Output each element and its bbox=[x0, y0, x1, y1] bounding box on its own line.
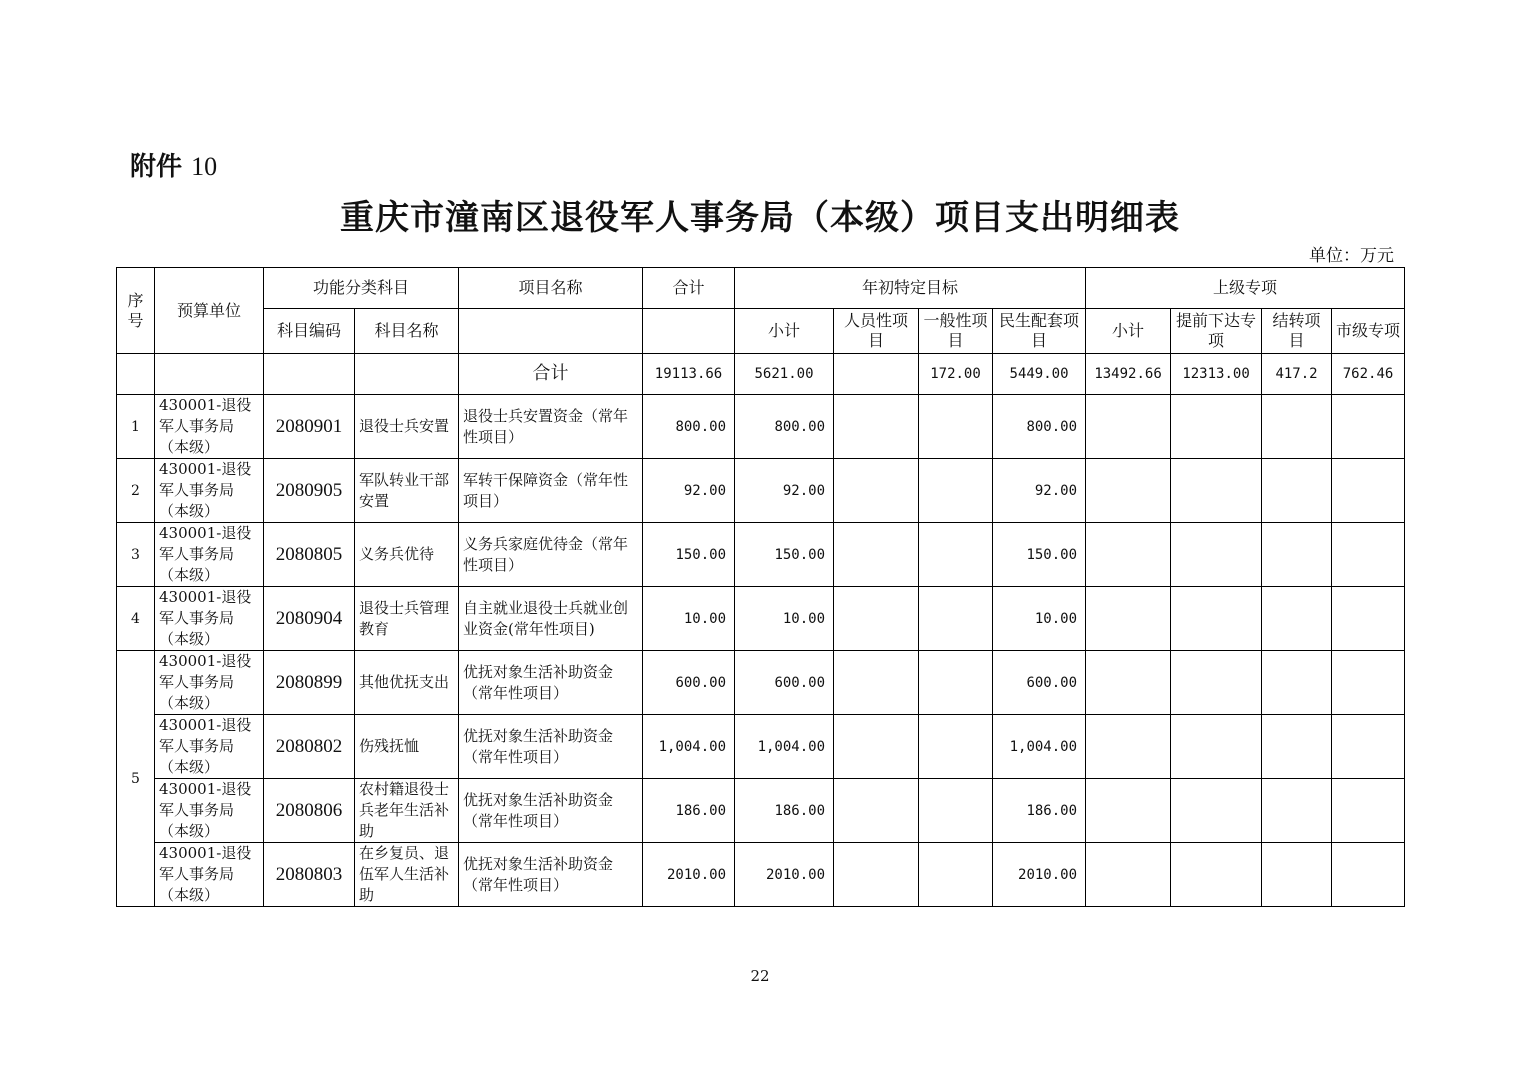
header-func: 功能分类科目 bbox=[264, 268, 459, 309]
cell-project: 优抚对象生活补助资金（常年性项目） bbox=[459, 779, 643, 843]
totals-total: 19113.66 bbox=[643, 354, 735, 395]
cell-project: 优抚对象生活补助资金（常年性项目） bbox=[459, 651, 643, 715]
table-row bbox=[117, 587, 1405, 651]
cell-unit: 430001-退役军人事务局（本级） bbox=[155, 523, 264, 587]
header-unit: 预算单位 bbox=[155, 268, 264, 354]
cell-annual-subtotal: 800.00 bbox=[735, 395, 834, 459]
cell-code: 2080899 bbox=[264, 651, 355, 715]
header-empty bbox=[459, 309, 643, 354]
page-title: 重庆市潼南区退役军人事务局（本级）项目支出明细表 bbox=[340, 198, 1180, 238]
attachment-label bbox=[130, 146, 217, 183]
cell-code: 2080806 bbox=[264, 779, 355, 843]
cell-personnel bbox=[834, 587, 919, 651]
cell-code: 2080905 bbox=[264, 459, 355, 523]
cell-general bbox=[919, 395, 993, 459]
cell-carryover bbox=[1262, 651, 1332, 715]
header-annual: 年初特定目标 bbox=[735, 268, 1086, 309]
cell-municipal bbox=[1332, 715, 1405, 779]
cell-unit: 430001-退役军人事务局（本级） bbox=[155, 651, 264, 715]
header-personnel: 人员性项目 bbox=[834, 309, 919, 354]
cell-personnel bbox=[834, 459, 919, 523]
cell-project: 退役士兵安置资金（常年性项目） bbox=[459, 395, 643, 459]
cell-annual-subtotal: 186.00 bbox=[735, 779, 834, 843]
cell-unit: 430001-退役军人事务局（本级） bbox=[155, 587, 264, 651]
cell-project: 军转干保障资金（常年性项目） bbox=[459, 459, 643, 523]
cell-municipal bbox=[1332, 523, 1405, 587]
cell-annual-subtotal: 92.00 bbox=[735, 459, 834, 523]
header-general: 一般性项目 bbox=[919, 309, 993, 354]
page-number: 22 bbox=[750, 967, 770, 985]
cell-unit: 430001-退役军人事务局（本级） bbox=[155, 843, 264, 907]
header-seq: 序号 bbox=[117, 268, 155, 354]
cell-subject: 军队转业干部安置 bbox=[355, 459, 459, 523]
totals-livelihood: 5449.00 bbox=[993, 354, 1086, 395]
cell-livelihood: 600.00 bbox=[993, 651, 1086, 715]
cell-municipal bbox=[1332, 395, 1405, 459]
cell-annual-subtotal: 1,004.00 bbox=[735, 715, 834, 779]
cell-carryover bbox=[1262, 523, 1332, 587]
cell-total: 600.00 bbox=[643, 651, 735, 715]
cell-total: 800.00 bbox=[643, 395, 735, 459]
totals-annual-subtotal: 5621.00 bbox=[735, 354, 834, 395]
cell-carryover bbox=[1262, 779, 1332, 843]
cell-sup-subtotal bbox=[1086, 523, 1171, 587]
cell-advance bbox=[1171, 523, 1262, 587]
cell-seq: 3 bbox=[117, 523, 155, 587]
cell-advance bbox=[1171, 843, 1262, 907]
cell-sup-subtotal bbox=[1086, 715, 1171, 779]
header-empty bbox=[643, 309, 735, 354]
cell-municipal bbox=[1332, 651, 1405, 715]
cell-livelihood: 92.00 bbox=[993, 459, 1086, 523]
expense-table bbox=[116, 267, 1405, 907]
cell-carryover bbox=[1262, 459, 1332, 523]
cell-personnel bbox=[834, 843, 919, 907]
cell-advance bbox=[1171, 587, 1262, 651]
cell-sup-subtotal bbox=[1086, 459, 1171, 523]
cell-municipal bbox=[1332, 587, 1405, 651]
cell-subject: 伤残抚恤 bbox=[355, 715, 459, 779]
cell-seq: 5 bbox=[117, 651, 155, 907]
cell-livelihood: 1,004.00 bbox=[993, 715, 1086, 779]
header-code: 科目编码 bbox=[264, 309, 355, 354]
cell-project: 义务兵家庭优待金（常年性项目） bbox=[459, 523, 643, 587]
cell-total: 186.00 bbox=[643, 779, 735, 843]
header-project: 项目名称 bbox=[459, 268, 643, 309]
totals-advance: 12313.00 bbox=[1171, 354, 1262, 395]
cell-carryover bbox=[1262, 395, 1332, 459]
cell-advance bbox=[1171, 779, 1262, 843]
cell-unit: 430001-退役军人事务局（本级） bbox=[155, 715, 264, 779]
totals-general: 172.00 bbox=[919, 354, 993, 395]
cell-subject: 农村籍退役士兵老年生活补助 bbox=[355, 779, 459, 843]
cell-personnel bbox=[834, 395, 919, 459]
cell-annual-subtotal: 600.00 bbox=[735, 651, 834, 715]
totals-municipal: 762.46 bbox=[1332, 354, 1405, 395]
totals-row bbox=[117, 354, 1405, 395]
header-superior: 上级专项 bbox=[1086, 268, 1405, 309]
header-subject: 科目名称 bbox=[355, 309, 459, 354]
cell-personnel bbox=[834, 779, 919, 843]
cell-sup-subtotal bbox=[1086, 651, 1171, 715]
cell-livelihood: 10.00 bbox=[993, 587, 1086, 651]
header-municipal: 市级专项 bbox=[1332, 309, 1405, 354]
cell-general bbox=[919, 651, 993, 715]
cell-carryover bbox=[1262, 843, 1332, 907]
cell-livelihood: 150.00 bbox=[993, 523, 1086, 587]
cell-annual-subtotal: 10.00 bbox=[735, 587, 834, 651]
cell-project: 优抚对象生活补助资金（常年性项目） bbox=[459, 843, 643, 907]
header-carryover: 结转项目 bbox=[1262, 309, 1332, 354]
totals-sup-subtotal: 13492.66 bbox=[1086, 354, 1171, 395]
cell-municipal bbox=[1332, 459, 1405, 523]
cell-code: 2080802 bbox=[264, 715, 355, 779]
cell-general bbox=[919, 523, 993, 587]
cell-advance bbox=[1171, 459, 1262, 523]
totals-personnel bbox=[834, 354, 919, 395]
cell-subject: 在乡复员、退伍军人生活补助 bbox=[355, 843, 459, 907]
cell-total: 10.00 bbox=[643, 587, 735, 651]
table-row bbox=[117, 843, 1405, 907]
cell-carryover bbox=[1262, 715, 1332, 779]
table-row bbox=[117, 779, 1405, 843]
cell-general bbox=[919, 715, 993, 779]
cell-personnel bbox=[834, 715, 919, 779]
cell-livelihood: 2010.00 bbox=[993, 843, 1086, 907]
cell-sup-subtotal bbox=[1086, 587, 1171, 651]
cell-code: 2080904 bbox=[264, 587, 355, 651]
header-total: 合计 bbox=[643, 268, 735, 309]
cell-project: 优抚对象生活补助资金（常年性项目） bbox=[459, 715, 643, 779]
cell-subject: 退役士兵安置 bbox=[355, 395, 459, 459]
cell-subject: 义务兵优待 bbox=[355, 523, 459, 587]
cell-advance bbox=[1171, 395, 1262, 459]
cell-unit: 430001-退役军人事务局（本级） bbox=[155, 459, 264, 523]
header-livelihood: 民生配套项目 bbox=[993, 309, 1086, 354]
cell-general bbox=[919, 779, 993, 843]
cell-total: 1,004.00 bbox=[643, 715, 735, 779]
totals-carryover: 417.2 bbox=[1262, 354, 1332, 395]
cell-code: 2080901 bbox=[264, 395, 355, 459]
header-advance: 提前下达专项 bbox=[1171, 309, 1262, 354]
cell-general bbox=[919, 587, 993, 651]
attachment-word: 附件 bbox=[130, 152, 183, 182]
table-row bbox=[117, 459, 1405, 523]
cell-subject: 退役士兵管理教育 bbox=[355, 587, 459, 651]
cell-livelihood: 800.00 bbox=[993, 395, 1086, 459]
cell-general bbox=[919, 843, 993, 907]
header-sup-subtotal: 小计 bbox=[1086, 309, 1171, 354]
cell-total: 92.00 bbox=[643, 459, 735, 523]
cell-sup-subtotal bbox=[1086, 843, 1171, 907]
cell-seq: 2 bbox=[117, 459, 155, 523]
cell-livelihood: 186.00 bbox=[993, 779, 1086, 843]
cell-sup-subtotal bbox=[1086, 395, 1171, 459]
cell-total: 2010.00 bbox=[643, 843, 735, 907]
cell-unit: 430001-退役军人事务局（本级） bbox=[155, 395, 264, 459]
table-row bbox=[117, 523, 1405, 587]
table-row bbox=[117, 395, 1405, 459]
table-row bbox=[117, 715, 1405, 779]
header-annual-subtotal: 小计 bbox=[735, 309, 834, 354]
cell-municipal bbox=[1332, 779, 1405, 843]
unit-label: 单位：万元 bbox=[1309, 246, 1394, 266]
cell-seq: 1 bbox=[117, 395, 155, 459]
cell-carryover bbox=[1262, 587, 1332, 651]
cell-project: 自主就业退役士兵就业创业资金(常年性项目) bbox=[459, 587, 643, 651]
cell-unit: 430001-退役军人事务局（本级） bbox=[155, 779, 264, 843]
table-body bbox=[117, 395, 1405, 907]
cell-personnel bbox=[834, 651, 919, 715]
totals-label: 合计 bbox=[459, 354, 643, 395]
cell-annual-subtotal: 2010.00 bbox=[735, 843, 834, 907]
cell-municipal bbox=[1332, 843, 1405, 907]
attachment-number: 10 bbox=[191, 152, 218, 181]
cell-advance bbox=[1171, 651, 1262, 715]
cell-subject: 其他优抚支出 bbox=[355, 651, 459, 715]
cell-code: 2080803 bbox=[264, 843, 355, 907]
cell-sup-subtotal bbox=[1086, 779, 1171, 843]
cell-annual-subtotal: 150.00 bbox=[735, 523, 834, 587]
cell-personnel bbox=[834, 523, 919, 587]
cell-advance bbox=[1171, 715, 1262, 779]
cell-seq: 4 bbox=[117, 587, 155, 651]
table-row bbox=[117, 651, 1405, 715]
cell-code: 2080805 bbox=[264, 523, 355, 587]
cell-general bbox=[919, 459, 993, 523]
cell-total: 150.00 bbox=[643, 523, 735, 587]
